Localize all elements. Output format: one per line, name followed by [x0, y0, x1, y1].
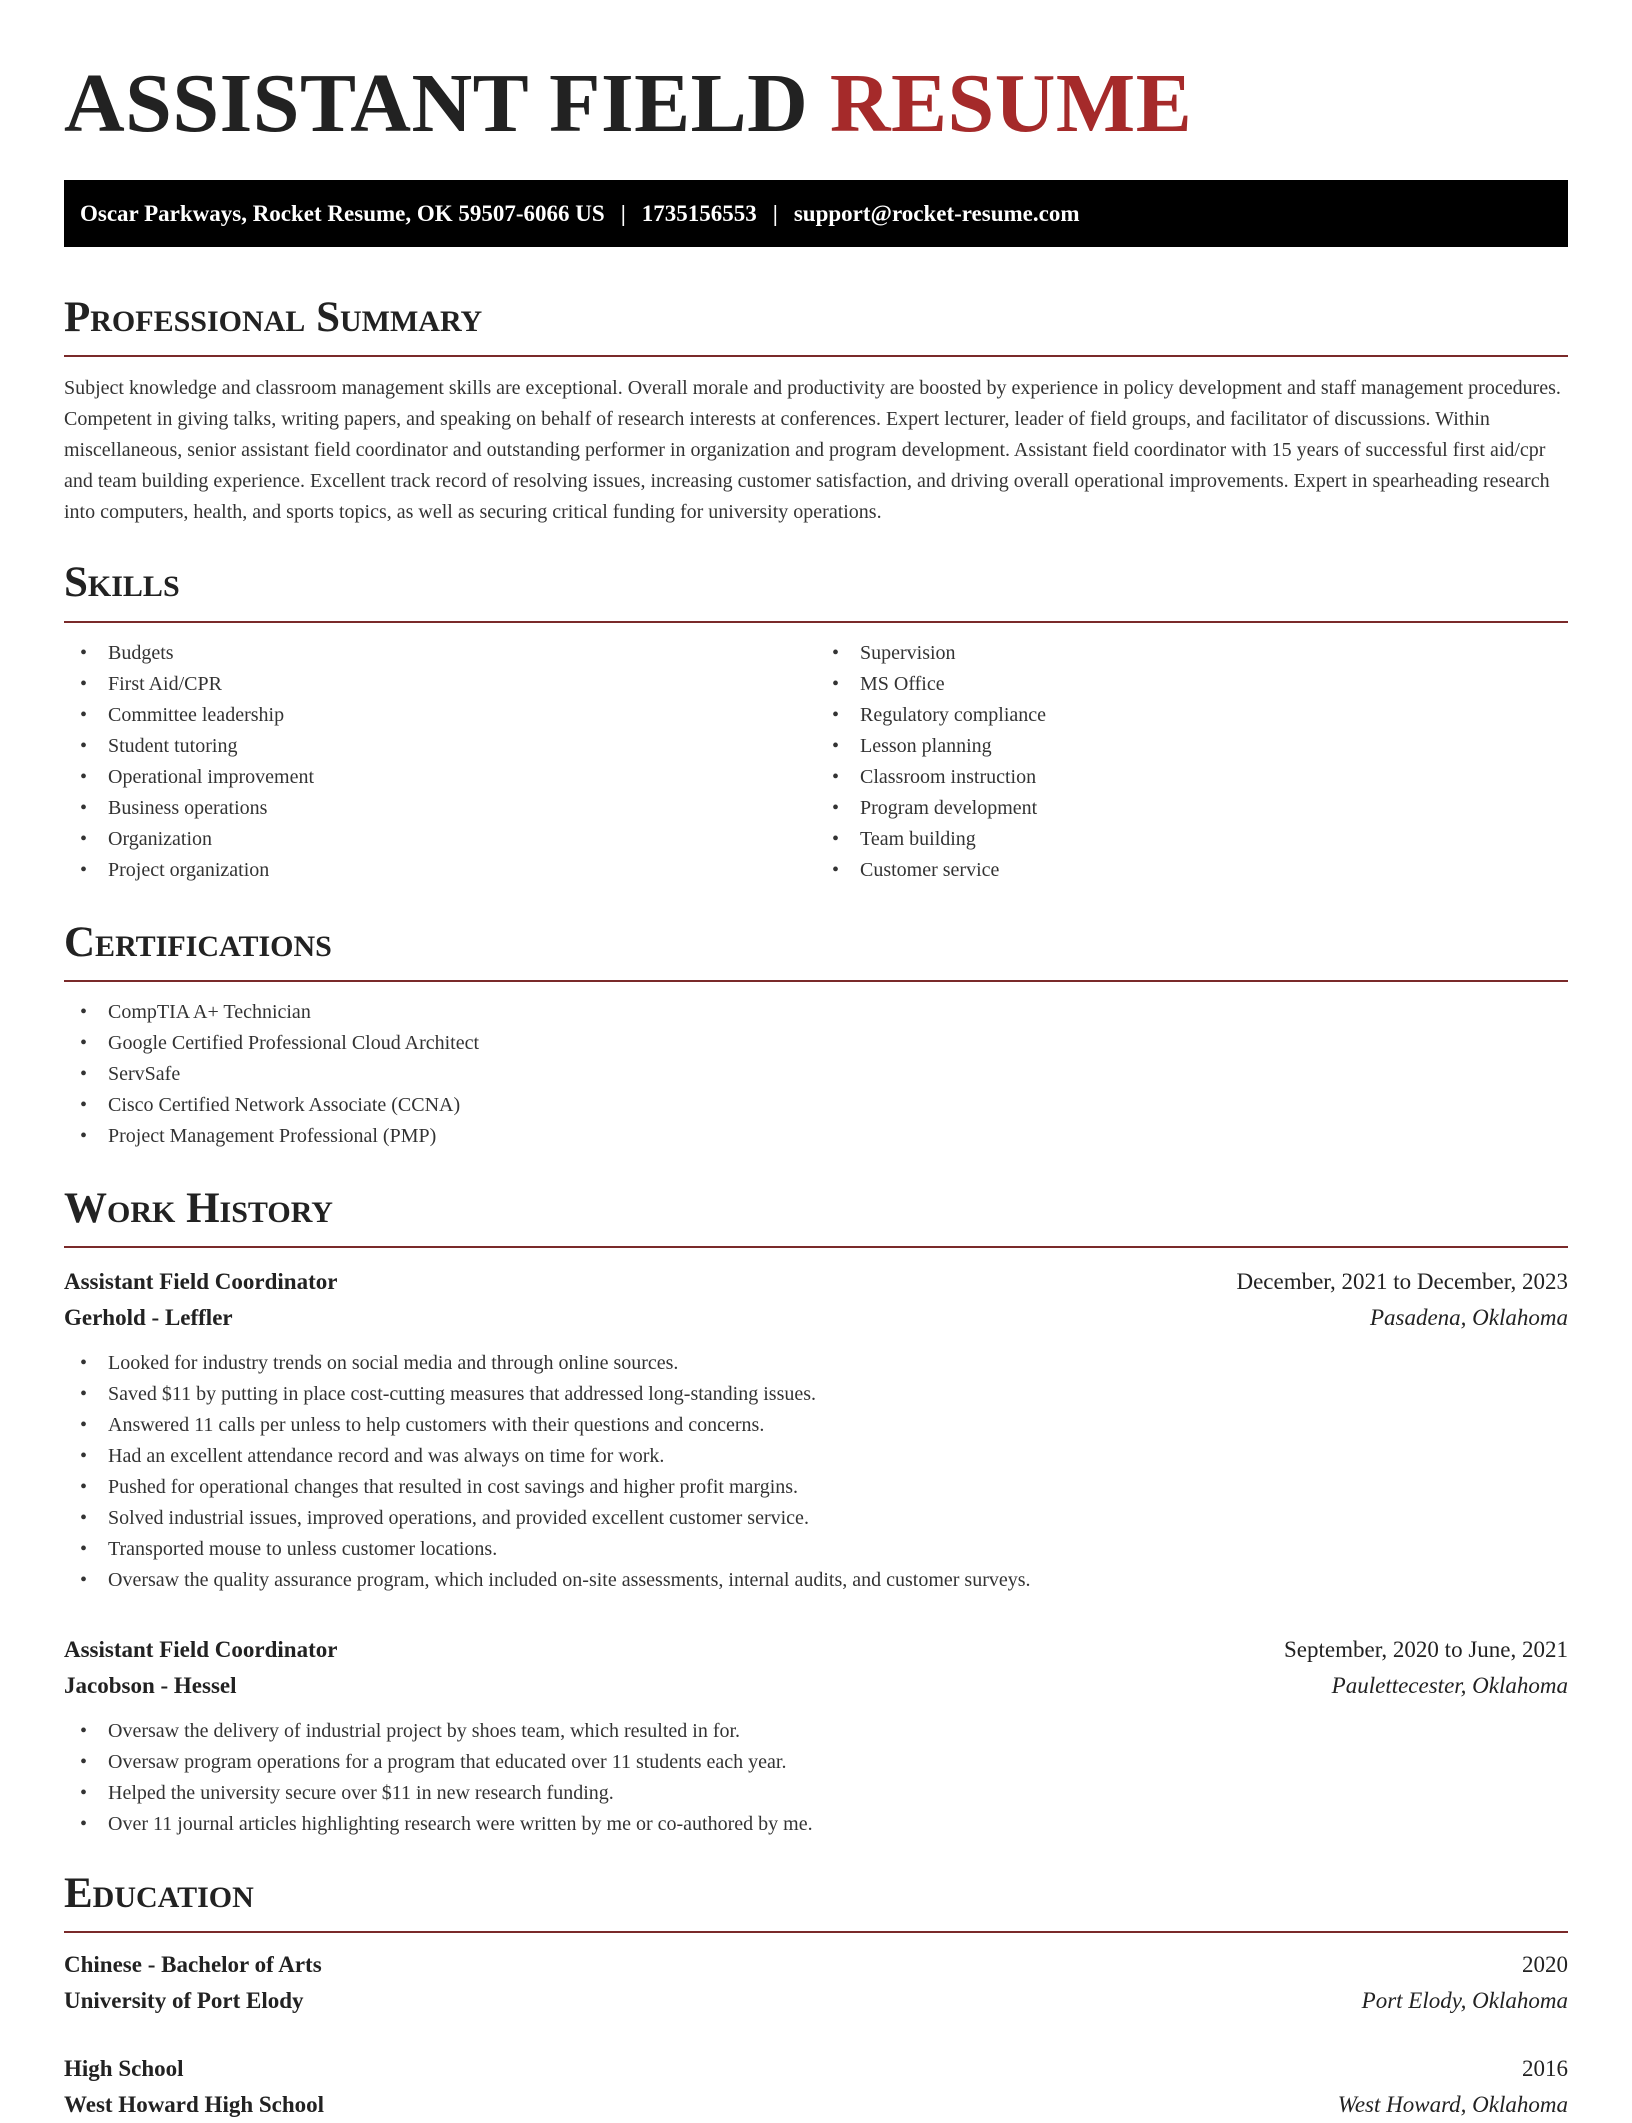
contact-separator: |: [620, 200, 626, 226]
job-bullet: • Pushed for operational changes that resulted in cost savings and higher profit margins.: [64, 1472, 1568, 1503]
job-header-row: [64, 1632, 1568, 1668]
education-entry: [64, 2051, 1568, 2123]
section-divider: [64, 1931, 1568, 1933]
job-company-row: [64, 1668, 1568, 1704]
certification-item: • CompTIA A+ Technician: [64, 997, 1568, 1028]
summary-text: Subject knowledge and classroom management skills are exceptional. Overall morale and productivity are boosted by experience in policy development and staff management procedures. Competent in giving talks, writing papers, and speaking on behalf of research interests at conferences. Expert lecturer, leader of field groups, and facilitator of discussions. Within miscellaneous, senior assistant field coordinator and outstanding performer in organization and program development. Assistant field coordinator with 15 years of successful first aid/cpr and team building experience. Excellent track record of resolving issues, increasing customer satisfaction, and driving overall operational improvements. Expert in spearheading research into computers, health, and sports topics, as well as securing critical funding for university operations.: [64, 377, 1561, 524]
education-year: 2016: [1522, 2056, 1568, 2082]
skill-item: • Supervision: [816, 638, 1568, 669]
contact-address: Oscar Parkways, Rocket Resume, OK 59507-6066 US: [80, 200, 605, 226]
education-school: University of Port Elody: [64, 1988, 304, 2014]
education-location: Port Elody, Oklahoma: [1361, 1988, 1568, 2014]
section-heading-work-history: Work History: [64, 1184, 333, 1232]
skill-item: • Business operations: [64, 793, 816, 824]
summary-section: [64, 294, 1568, 528]
contact-bar: [64, 180, 1568, 247]
certification-item: • ServSafe: [64, 1059, 1568, 1090]
section-divider: [64, 621, 1568, 623]
job-bullet: • Transported mouse to unless customer locations.: [64, 1534, 1568, 1565]
job-location: Paulettecester, Oklahoma: [1331, 1673, 1568, 1699]
job-location: Pasadena, Oklahoma: [1369, 1305, 1568, 1331]
certifications-section: [64, 919, 1568, 1152]
skill-item: • MS Office: [816, 669, 1568, 700]
education-school-row: [64, 2087, 1568, 2123]
work-history-section: [64, 1185, 1568, 1840]
resume-title: [64, 57, 1568, 150]
job-bullet: • Helped the university secure over $11 in new research funding.: [64, 1778, 1568, 1809]
job-company-row: [64, 1300, 1568, 1336]
job-bullet: • Had an excellent attendance record and was always on time for work.: [64, 1441, 1568, 1472]
title-accent: RESUME: [829, 57, 1193, 150]
job-dates: September, 2020 to June, 2021: [1284, 1637, 1568, 1663]
skill-item: • First Aid/CPR: [64, 669, 816, 700]
education-degree-row: [64, 1947, 1568, 1983]
skill-item: • Project organization: [64, 855, 816, 886]
section-divider: [64, 1246, 1568, 1248]
job-bullet: • Solved industrial issues, improved operations, and provided excellent customer service.: [64, 1503, 1568, 1534]
job-title: Assistant Field Coordinator: [64, 1637, 338, 1663]
job-entry: [64, 1264, 1568, 1596]
job-header-row: [64, 1264, 1568, 1300]
job-bullet: • Looked for industry trends on social media and through online sources.: [64, 1348, 1568, 1379]
certification-item: • Google Certified Professional Cloud Architect: [64, 1028, 1568, 1059]
skill-item: • Organization: [64, 824, 816, 855]
skill-item: • Regulatory compliance: [816, 700, 1568, 731]
section-heading-education: Education: [64, 1870, 254, 1918]
section-heading-skills: Skills: [64, 559, 180, 607]
job-bullet: • Oversaw the quality assurance program, which included on-site assessments, internal audits, and customer surveys.: [64, 1565, 1568, 1596]
job-title: Assistant Field Coordinator: [64, 1269, 338, 1295]
skill-item: • Customer service: [816, 855, 1568, 886]
skills-column-left: [64, 638, 816, 886]
contact-phone: 1735156553: [641, 200, 757, 226]
education-school-row: [64, 1983, 1568, 2019]
skill-item: • Lesson planning: [816, 731, 1568, 762]
section-divider: [64, 355, 1568, 357]
section-divider: [64, 980, 1568, 982]
job-bullet: • Saved $11 by putting in place cost-cutting measures that addressed long-standing issues.: [64, 1379, 1568, 1410]
skills-grid: [64, 638, 1568, 886]
skill-item: • Program development: [816, 793, 1568, 824]
education-degree-row: [64, 2051, 1568, 2087]
certification-item: • Project Management Professional (PMP): [64, 1121, 1568, 1152]
job-bullet: • Oversaw program operations for a program that educated over 11 students each year.: [64, 1747, 1568, 1778]
skills-section: [64, 559, 1568, 885]
skill-item: • Classroom instruction: [816, 762, 1568, 793]
skill-item: • Operational improvement: [64, 762, 816, 793]
education-year: 2020: [1522, 1952, 1568, 1978]
skill-item: • Team building: [816, 824, 1568, 855]
education-degree: High School: [64, 2056, 184, 2082]
skill-item: • Committee leadership: [64, 700, 816, 731]
certification-item: • Cisco Certified Network Associate (CCNA): [64, 1090, 1568, 1121]
education-entry: [64, 1947, 1568, 2019]
skill-item: • Budgets: [64, 638, 816, 669]
section-heading-certifications: Certifications: [64, 918, 332, 966]
contact-email: support@rocket-resume.com: [793, 200, 1080, 226]
skills-column-right: [816, 638, 1568, 886]
title-main: ASSISTANT FIELD: [64, 57, 809, 150]
job-bullet: • Over 11 journal articles highlighting research were written by me or co-authored by me.: [64, 1809, 1568, 1840]
education-location: West Howard, Oklahoma: [1337, 2092, 1568, 2118]
skill-item: • Student tutoring: [64, 731, 816, 762]
job-bullet: • Answered 11 calls per unless to help customers with their questions and concerns.: [64, 1410, 1568, 1441]
education-school: West Howard High School: [64, 2092, 325, 2118]
job-entry: [64, 1632, 1568, 1840]
job-company: Gerhold - Leffler: [64, 1305, 233, 1331]
job-dates: December, 2021 to December, 2023: [1236, 1269, 1568, 1295]
contact-separator: |: [772, 200, 778, 226]
section-heading-summary: Professional Summary: [64, 294, 483, 341]
education-section: [64, 1870, 1568, 2123]
job-company: Jacobson - Hessel: [64, 1673, 237, 1699]
education-degree: Chinese - Bachelor of Arts: [64, 1952, 322, 1978]
job-bullet: • Oversaw the delivery of industrial project by shoes team, which resulted in for.: [64, 1716, 1568, 1747]
